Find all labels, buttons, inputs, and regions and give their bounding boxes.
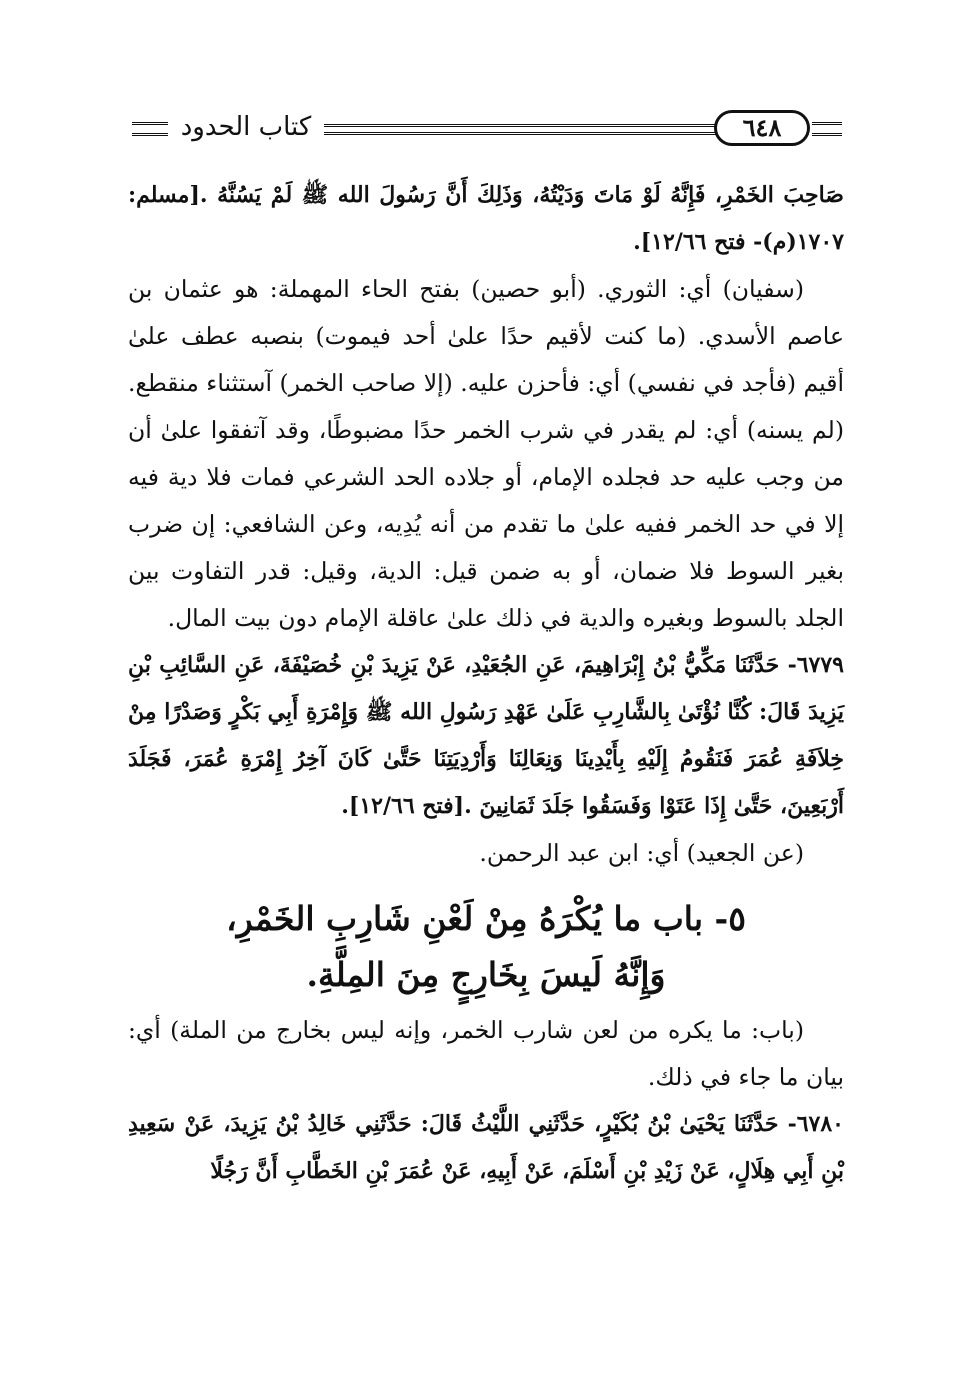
chapter-heading-line-1: ٥- باب ما يُكْرَهُ مِنْ لَعْنِ شَارِبِ الخَمْرِ، <box>226 899 746 938</box>
header-ornament-left <box>132 122 168 136</box>
chapter-heading <box>128 891 844 1003</box>
page-body <box>128 172 844 1195</box>
chapter-heading-line-2: وَإِنَّهُ لَيسَ بِخَارِجٍ مِنَ المِلَّةِ. <box>306 955 666 994</box>
hadith-6780: ٦٧٨٠- حَدَّثَنَا يَحْيَىٰ بْنُ بُكَيْرٍ، حَدَّثَنِي اللَّيْثُ قَالَ: حَدَّثَنِي خَالِدُ بْنُ يَزِيدَ، عَنْ سَعِيدِ بْنِ أَبِي هِلَالٍ، عَنْ زَيْدِ بْنِ أَسْلَمَ، عَنْ أَبِيهِ، عَنْ عُمَرَ بْنِ الخَطَّابِ أَنَّ رَجُلًا <box>128 1111 844 1184</box>
page-number: ٦٤٨ <box>714 110 810 146</box>
commentary-paragraph: (عن الجعيد) أي: ابن عبد الرحمن. <box>479 839 804 867</box>
hadith-continuation: صَاحِبَ الخَمْرِ، فَإِنَّهُ لَوْ مَاتَ وَدَيْتُهُ، وَذَلِكَ أَنَّ رَسُولَ الله ﷺ لَمْ يَسُنَّهُ .[مسلم: ١٧٠٧(م)- فتح ١٢/٦٦]. <box>128 182 844 255</box>
header-ornament-right <box>812 122 842 136</box>
commentary-paragraph: (باب: ما يكره من لعن شارب الخمر، وإنه ليس بخارج من الملة) أي: بيان ما جاء في ذلك. <box>128 1016 844 1091</box>
header-rule <box>324 124 716 135</box>
commentary-paragraph: (سفيان) أي: الثوري. (أبو حصين) بفتح الحاء المهملة: هو عثمان بن عاصم الأسدي. (ما كنت لأقيم حدًا علىٰ أحد فيموت) بنصبه عطف علىٰ أقيم (فأجد في نفسي) أي: فأحزن عليه. (إلا صاحب الخمر) آستثناء منقطع. (لم يسنه) أي: لم يقدر في شرب الخمر حدًا مضبوطًا، وقد آتفقوا علىٰ أن من وجب عليه حد فجلده الإمام، أو جلاده الحد الشرعي فمات فلا دية فيه إلا في حد الخمر ففيه علىٰ ما تقدم من أنه يُدِيه، وعن الشافعي: إن ضرب بغير السوط فلا ضمان، أو به ضمن قيل: الدية، وقيل: قدر التفاوت بين الجلد بالسوط وبغيره والدية في ذلك علىٰ عاقلة الإمام دون بيت المال. <box>128 275 844 632</box>
running-head-title: كتاب الحدود <box>180 112 312 142</box>
page-header <box>128 100 844 158</box>
hadith-6779: ٦٧٧٩- حَدَّثَنَا مَكِّيُّ بْنُ إِبْرَاهِيمَ، عَنِ الجُعَيْدِ، عَنْ يَزِيدَ بْنِ خُصَيْفَةَ، عَنِ السَّائِبِ بْنِ يَزِيدَ قَالَ: كُنَّا نُؤْتَىٰ بِالشَّارِبِ عَلَىٰ عَهْدِ رَسُولِ الله ﷺ وَإِمْرَةِ أَبِي بَكْرٍ وَصَدْرًا مِنْ خِلاَفَةِ عُمَرَ فَنَقُومُ إِلَيْهِ بِأَيْدِينَا وَنِعَالِنَا وَأَرْدِيَتِنَا حَتَّىٰ كَانَ آخِرُ إِمْرَةِ عُمَرَ، فَجَلَدَ أَرْبَعِينَ، حَتَّىٰ إِذَا عَتَوْا وَفَسَقُوا جَلَدَ ثَمَانِينَ .[فتح ١٢/٦٦]. <box>128 652 844 819</box>
